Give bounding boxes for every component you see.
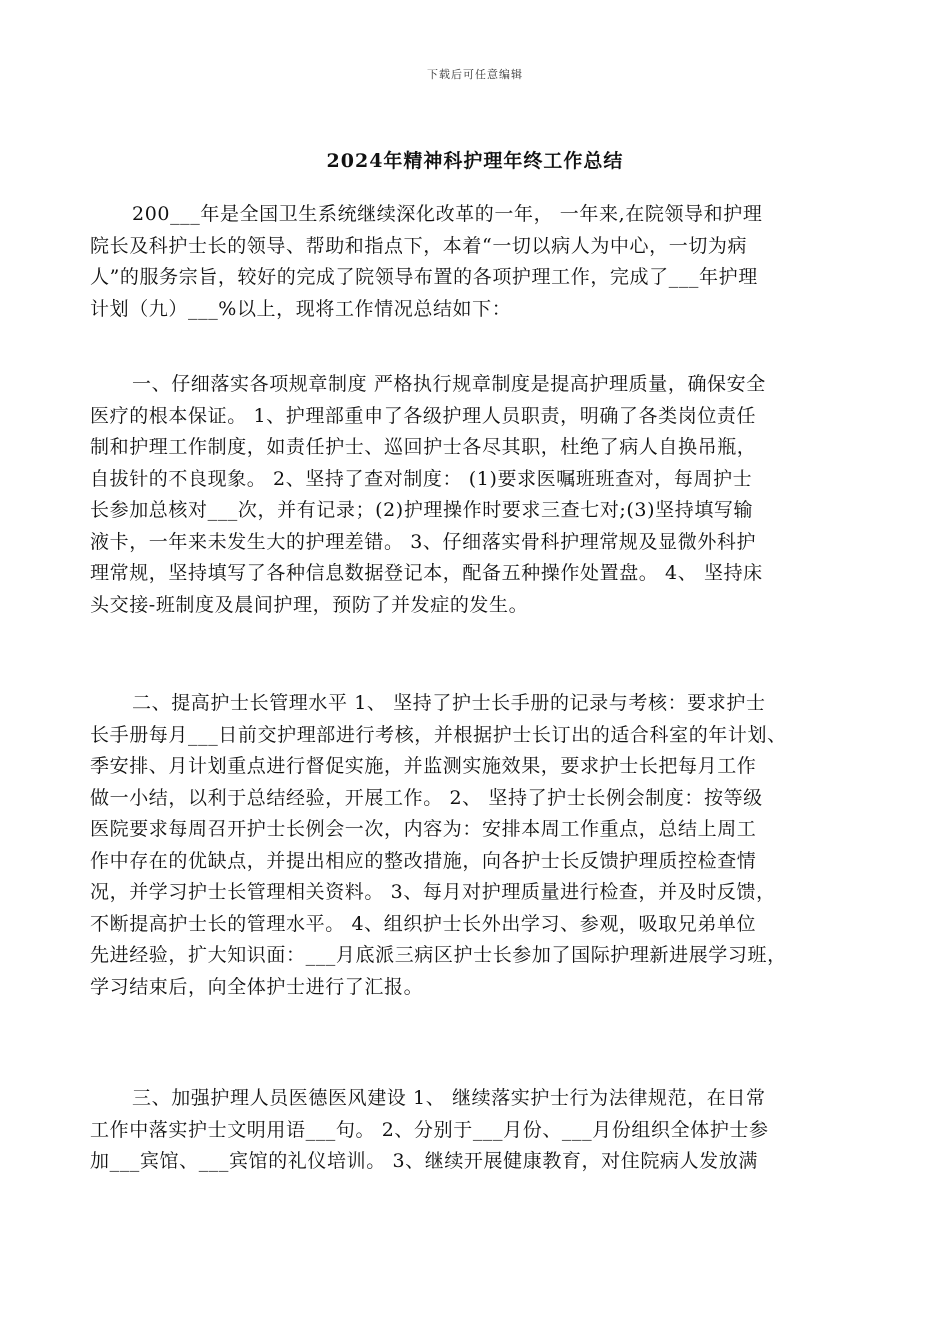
paragraph-intro (90, 199, 870, 325)
paragraph-line: 院长及科护士长的领导、帮助和指点下，本着“一切以病人为中心，一切为病 (90, 234, 748, 257)
document-title: 2024年精神科护理年终工作总结 (326, 150, 624, 172)
paragraph-line: 头交接-班制度及晨间护理，预防了并发症的发生。 (90, 593, 529, 616)
paragraph-line: 工作中落实护士文明用语___句。 2、分别于___月份、___月份组织全体护士参 (90, 1118, 769, 1141)
paragraph-line: 二、提高护士长管理水平 1、 坚持了护士长手册的记录与考核：要求护士 (132, 692, 766, 714)
header-note: 下载后可任意编辑 (427, 68, 523, 81)
paragraph-line: 理常规，坚持填写了各种信息数据登记本，配备五种操作处置盘。 4、 坚持床 (90, 562, 763, 584)
paragraph-line: 长手册每月___日前交护理部进行考核，并根据护士长订出的适合科室的年计划、 (90, 723, 787, 746)
paragraph-line: 计划（九）___%以上，现将工作情况总结如下： (90, 297, 512, 320)
paragraph-line: 况，并学习护士长管理相关资料。 3、每月对护理质量进行检查，并及时反馈， (90, 881, 776, 903)
paragraph-line: 人”的服务宗旨，较好的完成了院领导布置的各项护理工作，完成了___年护理 (90, 266, 758, 288)
paragraph-line: 医院要求每周召开护士长例会一次，内容为：安排本周工作重点，总结上周工 (90, 818, 757, 840)
paragraph-line: 医疗的根本保证。 1、护理部重申了各级护理人员职责，明确了各类岗位责任 (90, 404, 757, 427)
paragraph-line: 制和护理工作制度，如责任护士、巡回护士各尽其职，杜绝了病人自换吊瓶， (90, 436, 757, 458)
paragraph-line: 200___年是全国卫生系统继续深化改革的一年， 一年来,在院领导和护理 (132, 203, 763, 225)
paragraph-section-2 (90, 688, 870, 1003)
paragraph-line: 不断提高护士长的管理水平。 4、组织护士长外出学习、参观，吸取兄弟单位 (90, 912, 757, 935)
paragraph-line: 加___宾馆、___宾馆的礼仪培训。 3、继续开展健康教育，对住院病人发放满 (90, 1150, 758, 1172)
paragraph-line: 一、仔细落实各项规章制度 严格执行规章制度是提高护理质量，确保安全 (132, 373, 766, 395)
paragraph-line: 做一小结，以利于总结经验，开展工作。 2、 坚持了护士长例会制度：按等级 (90, 786, 763, 809)
paragraph-line: 先进经验，扩大知识面：___月底派三病区护士长参加了国际护理新进展学习班， (90, 944, 787, 966)
paragraph-line: 长参加总核对___次，并有记录；(2)护理操作时要求三查七对;(3)坚持填写输 (90, 499, 754, 521)
paragraph-line: 学习结束后，向全体护士进行了汇报。 (90, 975, 424, 998)
paragraph-section-3 (90, 1083, 870, 1178)
paragraph-line: 作中存在的优缺点，并提出相应的整改措施，向各护士长反馈护理质控检查情 (90, 849, 757, 872)
paragraph-line: 液卡，一年来未发生大的护理差错。 3、仔细落实骨科护理常规及显微外科护 (90, 530, 757, 553)
paragraph-line: 季安排、月计划重点进行督促实施，并监测实施效果，要求护士长把每月工作 (90, 755, 757, 777)
paragraph-line: 自拔针的不良现象。 2、坚持了查对制度： (1)要求医嘱班班查对，每周护士 (90, 467, 753, 490)
paragraph-section-1 (90, 369, 870, 621)
paragraph-line: 三、加强护理人员医德医风建设 1、 继续落实护士行为法律规范，在日常 (132, 1087, 766, 1109)
